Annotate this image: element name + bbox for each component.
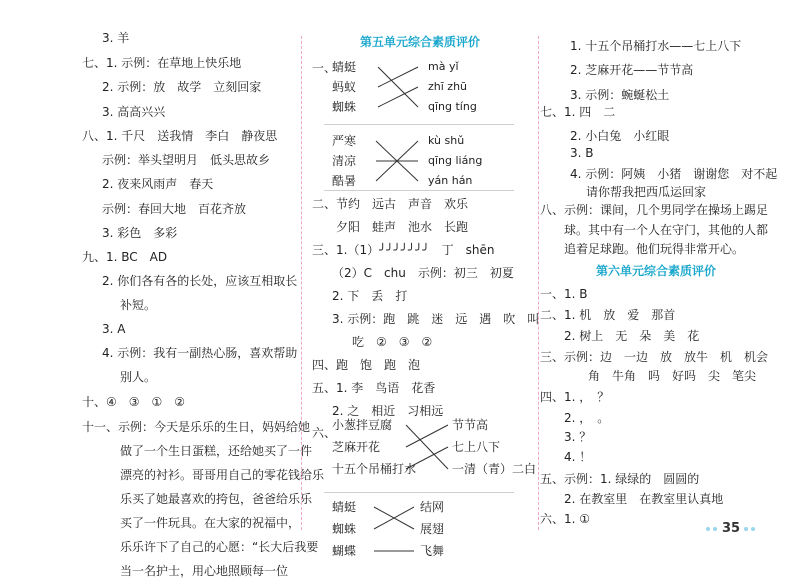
answer-line: 2. 芝麻开花——节节高: [570, 63, 694, 77]
answer-line: 乐乐许下了自己的心愿：“长大后我要: [120, 540, 319, 554]
match-right-item: qīng liáng: [428, 154, 483, 167]
answer-line: 九、1. BC AD: [82, 250, 168, 264]
match-right-item: zhī zhū: [428, 80, 468, 93]
match-left-item: 清凉: [332, 154, 357, 168]
column-separator: [538, 36, 539, 530]
answer-line: 别人。: [120, 370, 157, 384]
answer-line: 买了一件玩具。在大家的祝福中，: [120, 516, 301, 530]
column-left: [52, 0, 325, 578]
match-right-item: yán hán: [428, 174, 473, 187]
answer-line: 3. B: [570, 146, 594, 160]
page-number: 35: [722, 521, 741, 536]
answer-line: 3. A: [102, 322, 126, 336]
match-left-item: 小葱拌豆腐: [332, 418, 393, 432]
match-right-item: kù shǔ: [428, 134, 465, 147]
answer-line: 追着足球跑。他们玩得非常开心。: [564, 242, 745, 256]
answer-line: 补短。: [120, 298, 157, 312]
answer-line: 2. 小白兔 小红眼: [570, 129, 670, 143]
answer-line: 吃 ② ③ ②: [352, 335, 433, 349]
answer-line: 二、1. 机 放 爱 那首: [540, 308, 676, 322]
column-separator: [301, 36, 302, 530]
dot-icon: [706, 527, 710, 531]
answer-line: 3. 羊: [102, 31, 130, 45]
question-number: 一、: [312, 61, 337, 75]
answer-line: 八、示例：课间，几个男同学在操场上踢足: [540, 203, 769, 217]
answer-line: 4. ！: [564, 450, 592, 464]
question-number: 六、: [312, 426, 337, 440]
answer-line: 球。其中有一个人在守门，其他的人都: [564, 223, 769, 237]
answer-line: 七、1. 示例：在草地上快乐地: [82, 56, 242, 70]
answer-line: 2. 树上 无 朵 美 花: [564, 329, 700, 343]
match-left-item: 蜘蛛: [332, 522, 357, 536]
match-left-item: 酷暑: [332, 174, 357, 188]
answer-line: 二、节约 远古 声音 欢乐: [312, 197, 469, 211]
answer-line: 1. 十五个吊桶打水——七上八下: [570, 39, 742, 53]
answer-line: 三、示例：边 一边 放 放牛 机 机会: [540, 350, 769, 364]
match-left-item: 蜻蜓: [332, 60, 357, 74]
match-left-item: 芝麻开花: [332, 440, 381, 454]
match-right-item: 展翅: [420, 522, 445, 536]
answer-line: 五、示例：1. 绿绿的 圆圆的: [540, 472, 700, 486]
answer-line: 夕阳 蛙声 池水 长跑: [336, 220, 469, 234]
answer-line: 三、1.（1）╯╯╯╯╯╯╯ 丁 shēn: [312, 243, 495, 257]
answer-line: 七、1. 四 二: [540, 105, 616, 119]
answer-line: 示例：举头望明月 低头思故乡: [102, 153, 271, 167]
answer-line: 2. 在教室里 在教室里认真地: [564, 492, 724, 506]
column-middle: [306, 0, 540, 569]
dot-icon: [751, 527, 755, 531]
match-right-item: qīng tíng: [428, 100, 477, 113]
answer-line: 八、1. 千尺 送我情 李白 静夜思: [82, 129, 278, 143]
match-left-item: 严寒: [332, 134, 357, 148]
answer-line: 乐买了她最喜欢的挎包，爸爸给乐乐: [120, 492, 313, 506]
answer-line: 2. 下 丢 打: [332, 289, 408, 303]
answer-line: 六、1. ①: [540, 512, 591, 526]
answer-line: （2）C chu 示例：初三 初夏: [332, 266, 514, 280]
match-left-item: 十五个吊桶打水: [332, 462, 417, 476]
answer-line: 十一、示例：今天是乐乐的生日，妈妈给她: [82, 420, 311, 434]
answer-line: 3. 示例：跑 跳 迷 远 遇 吹 叫: [332, 312, 540, 326]
answer-line: 请你帮我把西瓜运回家: [586, 185, 707, 199]
match-left-item: 蜘蛛: [332, 100, 357, 114]
match-right-item: 飞舞: [420, 544, 445, 558]
match-right-item: 结网: [420, 500, 445, 514]
answer-line: 2. 你们各有各的长处，应该互相取长: [102, 274, 298, 288]
match-left-item: 蚂蚁: [332, 80, 357, 94]
answer-line: 角 牛角 吗 好吗 尖 笔尖: [588, 369, 757, 383]
answer-line: 漂亮的衬衫。哥哥用自己的零花钱给乐: [120, 468, 325, 482]
section-title-unit5: 第五单元综合素质评价: [356, 34, 484, 50]
answer-line: 十、④ ③ ① ②: [82, 395, 186, 409]
dot-icon: [744, 527, 748, 531]
match-left-item: 蜻蜓: [332, 500, 357, 514]
match-lines: [306, 0, 536, 569]
answer-line: 3. 高高兴兴: [102, 105, 166, 119]
answer-line: 示例：春回大地 百花齐放: [102, 202, 247, 216]
answer-line: 3. ？: [564, 430, 592, 444]
page-number-badge: [706, 519, 760, 539]
match-right-item: 七上八下: [452, 440, 501, 454]
answer-line: 当一名护士，用心地照顾每一位: [120, 564, 289, 578]
answer-line: 2. ， 。: [564, 411, 610, 425]
dot-icon: [713, 527, 717, 531]
answer-line: 做了一个生日蛋糕，还给她买了一件: [120, 444, 313, 458]
answer-line: 3. 彩色 多彩: [102, 226, 178, 240]
answer-line: 4. 示例：阿姨 小猪 谢谢您 对不起: [570, 167, 778, 181]
answer-line: 2. 示例：放 故学 立刻回家: [102, 80, 262, 94]
answer-line: 2. 夜来风雨声 春天: [102, 177, 214, 191]
match-right-item: mà yǐ: [428, 60, 459, 73]
match-left-item: 蝴蝶: [332, 544, 357, 558]
column-right: [540, 0, 785, 569]
match-right-item: 节节高: [452, 418, 489, 432]
answer-line: 2. 之 相近 习相远: [332, 404, 444, 418]
answer-line: 五、1. 李 鸟语 花香: [312, 381, 436, 395]
answer-line: 3. 示例：蜿蜒松土: [570, 88, 670, 102]
answer-line: 4. 示例：我有一副热心肠，喜欢帮助: [102, 346, 298, 360]
answer-line: 一、1. B: [540, 287, 588, 301]
answer-line: 四、跑 饱 跑 泡: [312, 358, 421, 372]
match-right-item: 一清（青）二白: [452, 462, 537, 476]
answer-line: 四、1. ， ？: [540, 390, 610, 404]
section-title-unit6: 第六单元综合素质评价: [592, 263, 720, 279]
